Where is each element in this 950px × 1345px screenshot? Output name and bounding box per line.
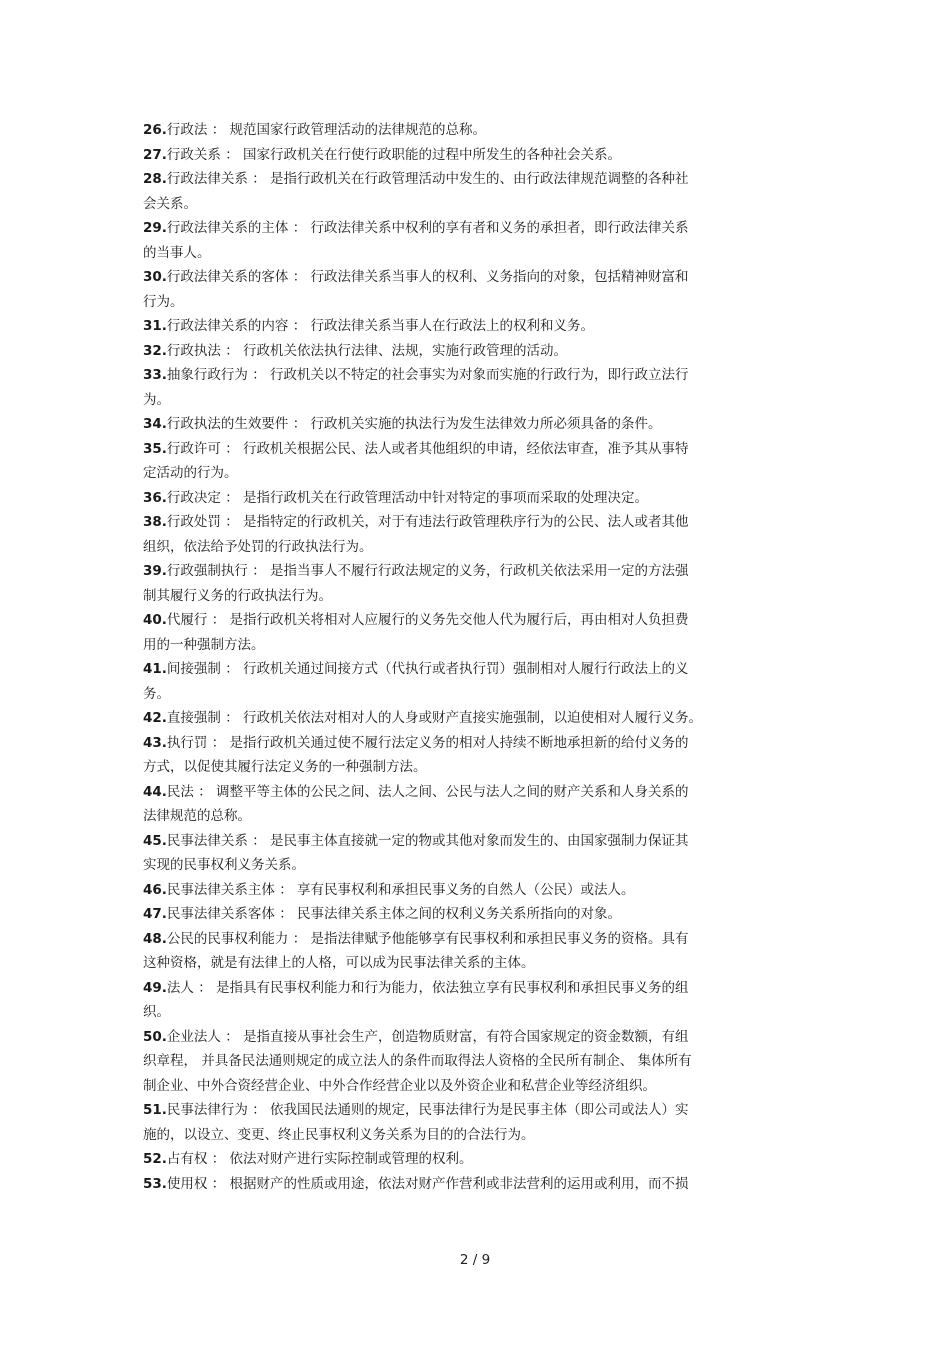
entry-number: 26.: [143, 122, 167, 138]
entry-number: 45.: [143, 832, 167, 849]
entry-text: 会关系。: [143, 195, 197, 212]
entry-text: 法律规范的总称。: [143, 808, 251, 824]
glossary-entry: [143, 143, 813, 168]
entry-number: 40.: [143, 612, 167, 628]
entry-number: 38.: [143, 514, 167, 530]
glossary-entry: [143, 706, 813, 731]
glossary-entry: [143, 829, 813, 878]
glossary-entry: [143, 510, 813, 559]
entry-number: 43.: [143, 734, 167, 751]
entry-text: 的当事人。: [143, 244, 211, 261]
entry-text: 民事法律关系主体 ： 享有民事权利和承担民事义务的自然人（公民）或法人。: [166, 881, 635, 898]
entry-text: 制企业、中外合资经营企业、中外合作经营企业以及外资企业和私营企业等经济组织。: [143, 1077, 656, 1094]
entry-number: 31.: [143, 318, 167, 334]
entry-text: 务。: [143, 685, 170, 702]
glossary-entry: [143, 559, 813, 608]
entry-number: 49.: [143, 979, 167, 996]
glossary-entry: [143, 731, 813, 780]
entry-text: 民事法律关系客体 ： 民事法律关系主体之间的权利义务关系所指向的对象。: [166, 906, 622, 922]
glossary-entry: [143, 363, 813, 412]
entry-text: 方式，以促使其履行法定义务的一种强制方法。: [143, 759, 427, 775]
glossary-entry: [143, 216, 813, 265]
entry-text: 行政法律关系的客体 ： 行政法律关系当事人的权利、义务指向的对象，包括精神财富和: [166, 269, 689, 285]
entry-text: 民法 ： 调整平等主体的公民之间、法人之间、公民与法人之间的财产关系和人身关系的: [166, 783, 689, 800]
glossary-entry: [143, 780, 813, 829]
entry-number: 52.: [143, 1151, 167, 1167]
glossary-entry: [143, 902, 813, 927]
entry-text: 行政强制执行 ： 是指当事人不履行行政法规定的义务，行政机关依法采用一定的方法强: [166, 563, 689, 579]
entry-text: 行政法律关系的主体 ： 行政法律关系中权利的享有者和义务的承担者，即行政法律关系: [166, 220, 689, 236]
entry-text: 用的一种强制方法。: [143, 636, 265, 653]
entry-text: 直接强制 ： 行政机关依法对相对人的人身或财产直接实施强制，以迫使相对人履行义务。: [166, 710, 703, 726]
page-number: 2 / 9: [459, 1252, 491, 1268]
glossary-entry: [143, 1098, 813, 1147]
entry-text: 行政处罚 ： 是指特定的行政机关，对于有违法行政管理秩序行为的公民、法人或者其他: [166, 514, 689, 530]
glossary-list: [143, 118, 813, 1196]
glossary-entry: [143, 1147, 813, 1172]
entry-text: 行政法律关系的内容 ： 行政法律关系当事人在行政法上的权利和义务。: [166, 318, 595, 334]
entry-text: 民事法律行为 ： 依我国民法通则的规定，民事法律行为是民事主体（即公司或法人）实: [166, 1102, 689, 1118]
entry-text: 法人 ： 是指具有民事权利能力和行为能力，依法独立享有民事权利和承担民事义务的组: [166, 979, 689, 996]
glossary-entry: [143, 412, 813, 437]
entry-text: 抽象行政行为 ： 行政机关以不特定的社会事实为对象而实施的行政行为，即行政立法行: [166, 367, 689, 383]
entry-number: 44.: [143, 783, 167, 800]
entry-text: 为。: [143, 391, 170, 408]
glossary-entry: [143, 878, 813, 903]
entry-number: 32.: [143, 342, 167, 359]
entry-text: 行为。: [143, 293, 184, 310]
glossary-entry: [143, 927, 813, 976]
glossary-entry: [143, 1172, 813, 1197]
entry-text: 使用权 ： 根据财产的性质或用途，依法对财产作营利或非法营利的运用或利用，而不损: [166, 1175, 689, 1192]
entry-text: 行政法律关系 ： 是指行政机关在行政管理活动中发生的、由行政法律规范调整的各种社: [166, 171, 689, 187]
entry-text: 行政关系 ： 国家行政机关在行使行政职能的过程中所发生的各种社会关系。: [166, 146, 622, 163]
entry-text: 间接强制 ： 行政机关通过间接方式（代执行或者执行罚）强制相对人履行行政法上的义: [166, 661, 689, 677]
entry-text: 行政法 ： 规范国家行政管理活动的法律规范的总称。: [166, 122, 487, 138]
entry-number: 39.: [143, 563, 167, 579]
entry-text: 行政执法的生效要件 ： 行政机关实施的执法行为发生法律效力所必须具备的条件。: [166, 416, 662, 432]
entry-text: 施的，以设立、变更、终止民事权利义务关系为目的的合法行为。: [143, 1126, 535, 1143]
entry-number: 33.: [143, 367, 167, 383]
entry-text: 占有权 ： 依法对财产进行实际控制或管理的权利。: [166, 1151, 473, 1167]
entry-number: 51.: [143, 1102, 167, 1118]
glossary-entry: [143, 437, 813, 486]
glossary-entry: [143, 1025, 813, 1099]
glossary-entry: [143, 167, 813, 216]
entry-text: 行政执法 ： 行政机关依法执行法律、法规，实施行政管理的活动。: [166, 342, 568, 359]
glossary-entry: [143, 265, 813, 314]
entry-number: 34.: [143, 416, 167, 432]
entry-text: 这种资格，就是有法律上的人格，可以成为民事法律关系的主体。: [143, 955, 535, 971]
glossary-entry: [143, 657, 813, 706]
glossary-entry: [143, 486, 813, 511]
entry-number: 50.: [143, 1028, 167, 1045]
entry-text: 行政许可 ： 行政机关根据公民、法人或者其他组织的申请，经依法审查，准予其从事特: [166, 440, 689, 457]
entry-text: 民事法律关系 ： 是民事主体直接就一定的物或其他对象而发生的、由国家强制力保证其: [166, 832, 689, 849]
entry-text: 制其履行义务的行政执法行为。: [143, 587, 332, 604]
entry-number: 42.: [143, 710, 167, 726]
entry-number: 36.: [143, 489, 167, 506]
entry-text: 公民的民事权利能力 ： 是指法律赋予他能够享有民事权利和承担民事义务的资格。具有: [166, 930, 689, 947]
glossary-entry: [143, 976, 813, 1025]
entry-text: 织章程， 并具备民法通则规定的成立法人的条件而取得法人资格的全民所有制企、 集体所有: [143, 1053, 692, 1069]
entry-number: 47.: [143, 906, 167, 922]
entry-text: 代履行 ： 是指行政机关将相对人应履行的义务先交他人代为履行后，再由相对人负担费: [166, 612, 689, 628]
entry-text: 组织，依法给予处罚的行政执法行为。: [143, 538, 373, 555]
entry-number: 30.: [143, 269, 167, 285]
entry-number: 48.: [143, 930, 167, 947]
entry-number: 53.: [143, 1175, 167, 1192]
entry-number: 41.: [143, 661, 167, 677]
entry-text: 执行罚 ： 是指行政机关通过使不履行法定义务的相对人持续不断地承担新的给付义务的: [166, 734, 689, 751]
glossary-entry: [143, 314, 813, 339]
glossary-entry: [143, 118, 813, 143]
entry-text: 实现的民事权利义务关系。: [143, 857, 305, 873]
entry-text: 织。: [143, 1004, 170, 1020]
entry-text: 企业法人 ： 是指直接从事社会生产，创造物质财富，有符合国家规定的资金数额，有组: [166, 1028, 689, 1045]
glossary-entry: [143, 339, 813, 364]
entry-number: 27.: [143, 146, 167, 163]
entry-number: 28.: [143, 171, 167, 187]
glossary-entry: [143, 608, 813, 657]
entry-text: 定活动的行为。: [143, 465, 238, 481]
entry-number: 29.: [143, 220, 167, 236]
entry-text: 行政决定 ： 是指行政机关在行政管理活动中针对特定的事项而采取的处理决定。: [166, 489, 649, 506]
entry-number: 35.: [143, 440, 167, 457]
entry-number: 46.: [143, 881, 167, 898]
